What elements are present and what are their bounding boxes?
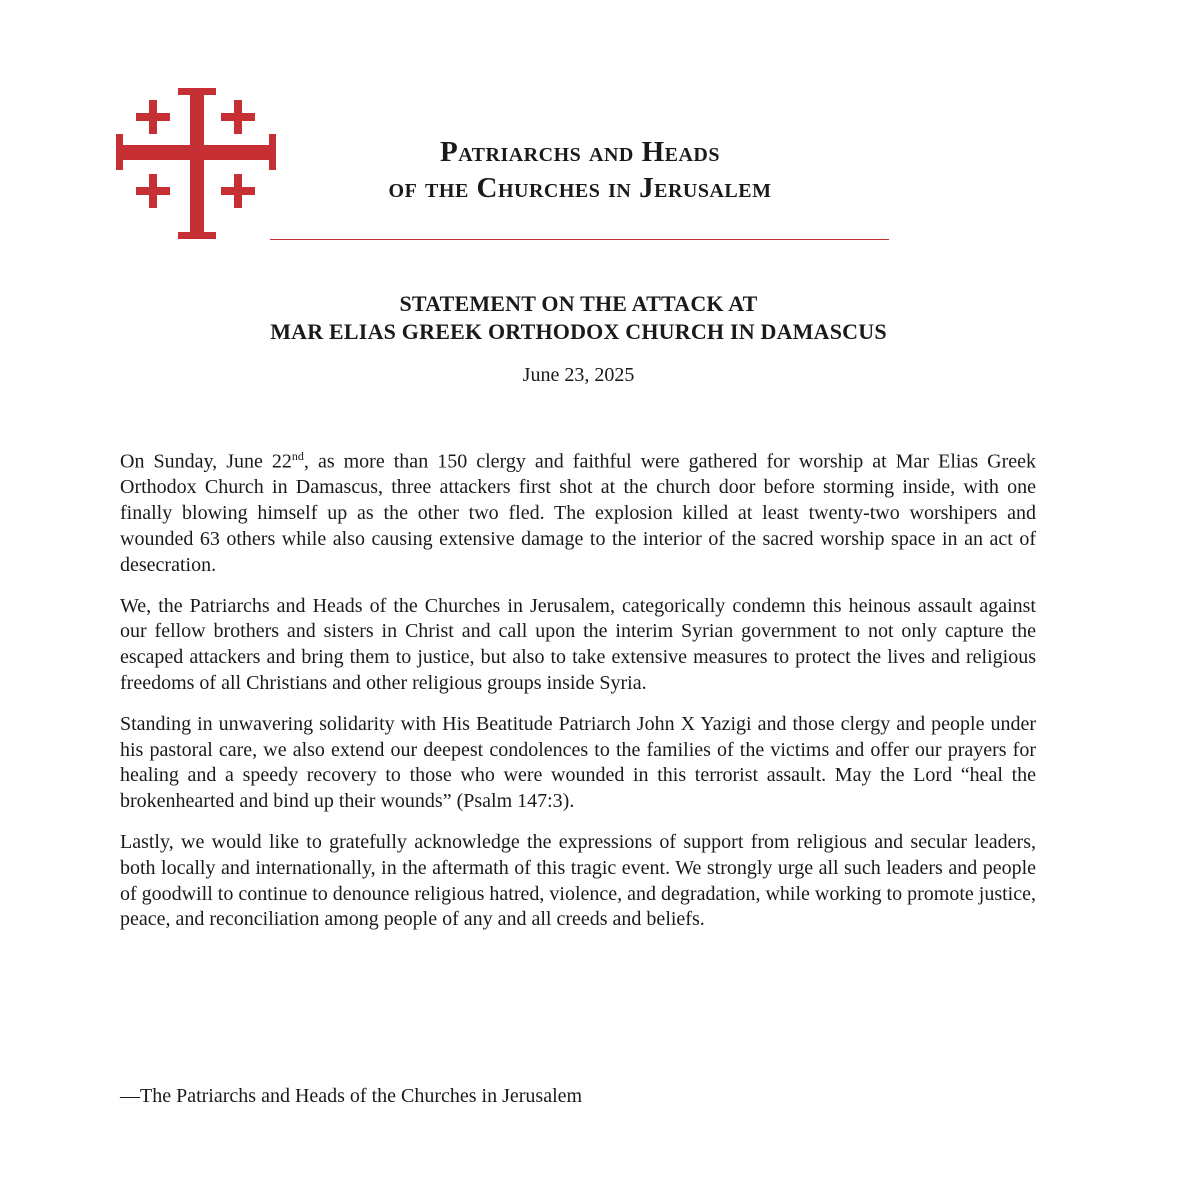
header-divider <box>270 239 889 240</box>
org-line-2: of the Churches in Jerusalem <box>388 172 772 204</box>
organization-name <box>300 134 860 206</box>
title-line-2: MAR ELIAS GREEK ORTHODOX CHURCH IN DAMASCUS <box>270 319 887 344</box>
statement-title <box>120 290 1037 346</box>
org-line-1: Patriarchs and Heads <box>440 136 720 168</box>
statement-date: June 23, 2025 <box>522 364 635 386</box>
paragraph-2: We, the Patriarchs and Heads of the Churches in Jerusalem, categorically condemn this heinous assault against our fellow brothers and sisters in Christ and call upon the interim Syrian government to not only capture the escaped attackers and bring them to justice, but also to take extensive measures to protect the lives and religious freedoms of all Christians and other religious groups inside Syria. <box>120 594 1036 695</box>
signature: —The Patriarchs and Heads of the Churches in Jerusalem <box>120 1085 583 1107</box>
paragraph-3: Standing in unwavering solidarity with His Beatitude Patriarch John X Yazigi and those clergy and people under his pastoral care, we also extend our deepest condolences to the families of the victims and offer our prayers for healing and a speedy recovery to those who were wounded in this terrorist assault. May the Lord “heal the brokenhearted and bind up their wounds” (Psalm 147:3). <box>120 712 1036 813</box>
title-line-1: STATEMENT ON THE ATTACK AT <box>399 291 758 316</box>
paragraph-4: Lastly, we would like to gratefully acknowledge the expressions of support from religious and secular leaders, both locally and internationally, in the aftermath of this tragic event. We strongly urge all such leaders and people of goodwill to continue to denounce religious hatred, violence, and degradation, while working to promote justice, peace, and reconciliation among people of any and all creeds and beliefs. <box>120 831 1036 931</box>
paragraph-1 <box>120 444 1036 579</box>
p1-text-end: , as more than 150 clergy and faithful were gathered for worship at Mar Elias Greek Orthodox Church in Damascus, three attackers first shot at the church door before storming inside, with one finally blowing himself up as the other two fled. The explosion killed at least twenty-two worshipers and wounded 63 others while also causing extensive damage to the interior of the sacred worship space in an act of desecration. <box>120 450 1036 576</box>
statement-body <box>120 444 1036 948</box>
p1-superscript: nd <box>291 449 304 463</box>
p1-text-start: On Sunday, June 22 <box>120 450 292 473</box>
jerusalem-cross-icon <box>116 88 276 240</box>
